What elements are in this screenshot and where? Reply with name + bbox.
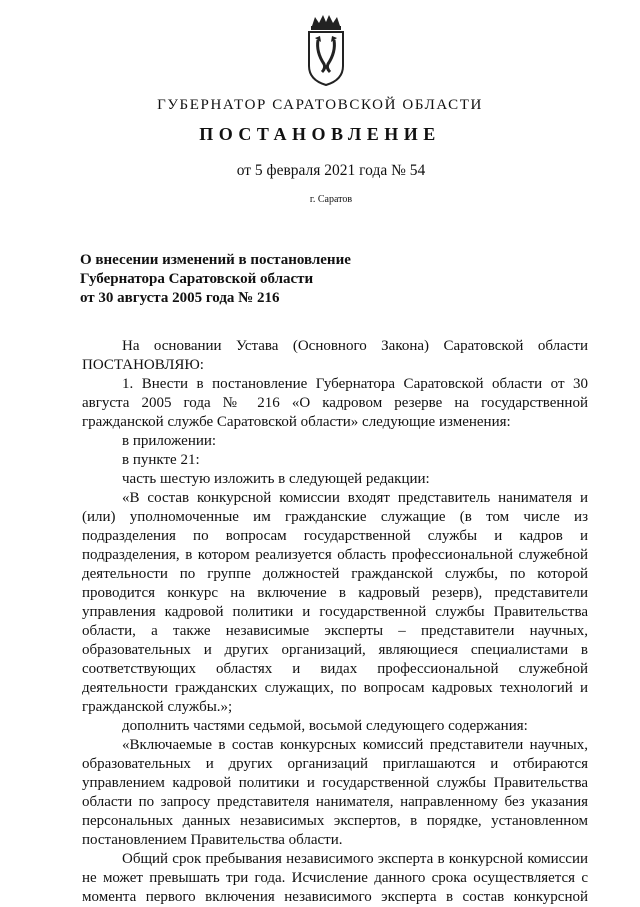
- body-paragraph: Общий срок пребывания независимого эксперта в конкурсной комиссии не может превышать три года. Исчисление данного срока осуществляется с момента первого включения независимого эксперта в состав конкурсной: [82, 851, 588, 905]
- document-body: [82, 337, 588, 907]
- body-paragraph: в пункте 21:: [122, 452, 200, 468]
- subject-line: О внесении изменений в постановление: [80, 252, 351, 268]
- document-date-number: от 5 февраля 2021 года № 54: [236, 162, 426, 179]
- subject-line: Губернатора Саратовской области: [80, 271, 314, 287]
- body-paragraph: дополнить частями седьмой, восьмой следующего содержания:: [122, 718, 528, 734]
- body-paragraph: «Включаемые в состав конкурсных комиссий представители научных, образовательных и других организаций приглашаются и отбираются управлением кадровой политики и государственной службы Правительства области по запросу представителя нанимателя, направленному без указания персональных данных независимых экспертов, в порядке, установленном постановлением Правительства области.: [82, 737, 588, 848]
- document-type: ПОСТАНОВЛЕНИЕ: [199, 124, 441, 144]
- document-subject: [80, 251, 410, 308]
- saratov-coat-of-arms-icon: [306, 14, 346, 86]
- organization-name: ГУБЕРНАТОР САРАТОВСКОЙ ОБЛАСТИ: [157, 97, 483, 113]
- body-paragraph: часть шестую изложить в следующей редакции:: [122, 471, 430, 487]
- body-paragraph: в приложении:: [122, 433, 217, 449]
- body-paragraph: 1. Внести в постановление Губернатора Саратовской области от 30 августа 2005 года № 216 «О кадровом резерве на государственной гражданской службе Саратовской области» следующие изменения:: [82, 376, 588, 430]
- body-paragraph: На основании Устава (Основного Закона) Саратовской области ПОСТАНОВЛЯЮ:: [82, 338, 588, 373]
- document-city: г. Саратов: [309, 194, 353, 205]
- body-paragraph: «В состав конкурсной комиссии входят представитель нанимателя и (или) уполномоченные им гражданские служащие (в том числе из подразделения по вопросам государственной службы и кадров и подразделения, в котором реализуется область профессиональной служебной деятельности по группе должностей гражданской службы, по которой проводится конкурс на включение в кадровый резерв), представители управления кадровой политики и государственной службы Правительства области, а также независимые эксперты – представители научных, образовательных и других организаций, являющиеся специалистами в соответствующих областях и видах профессиональной служебной деятельности гражданских служащих, по вопросам кадровых технологий и гражданской службы.»;: [82, 490, 588, 715]
- subject-line: от 30 августа 2005 года № 216: [80, 290, 280, 306]
